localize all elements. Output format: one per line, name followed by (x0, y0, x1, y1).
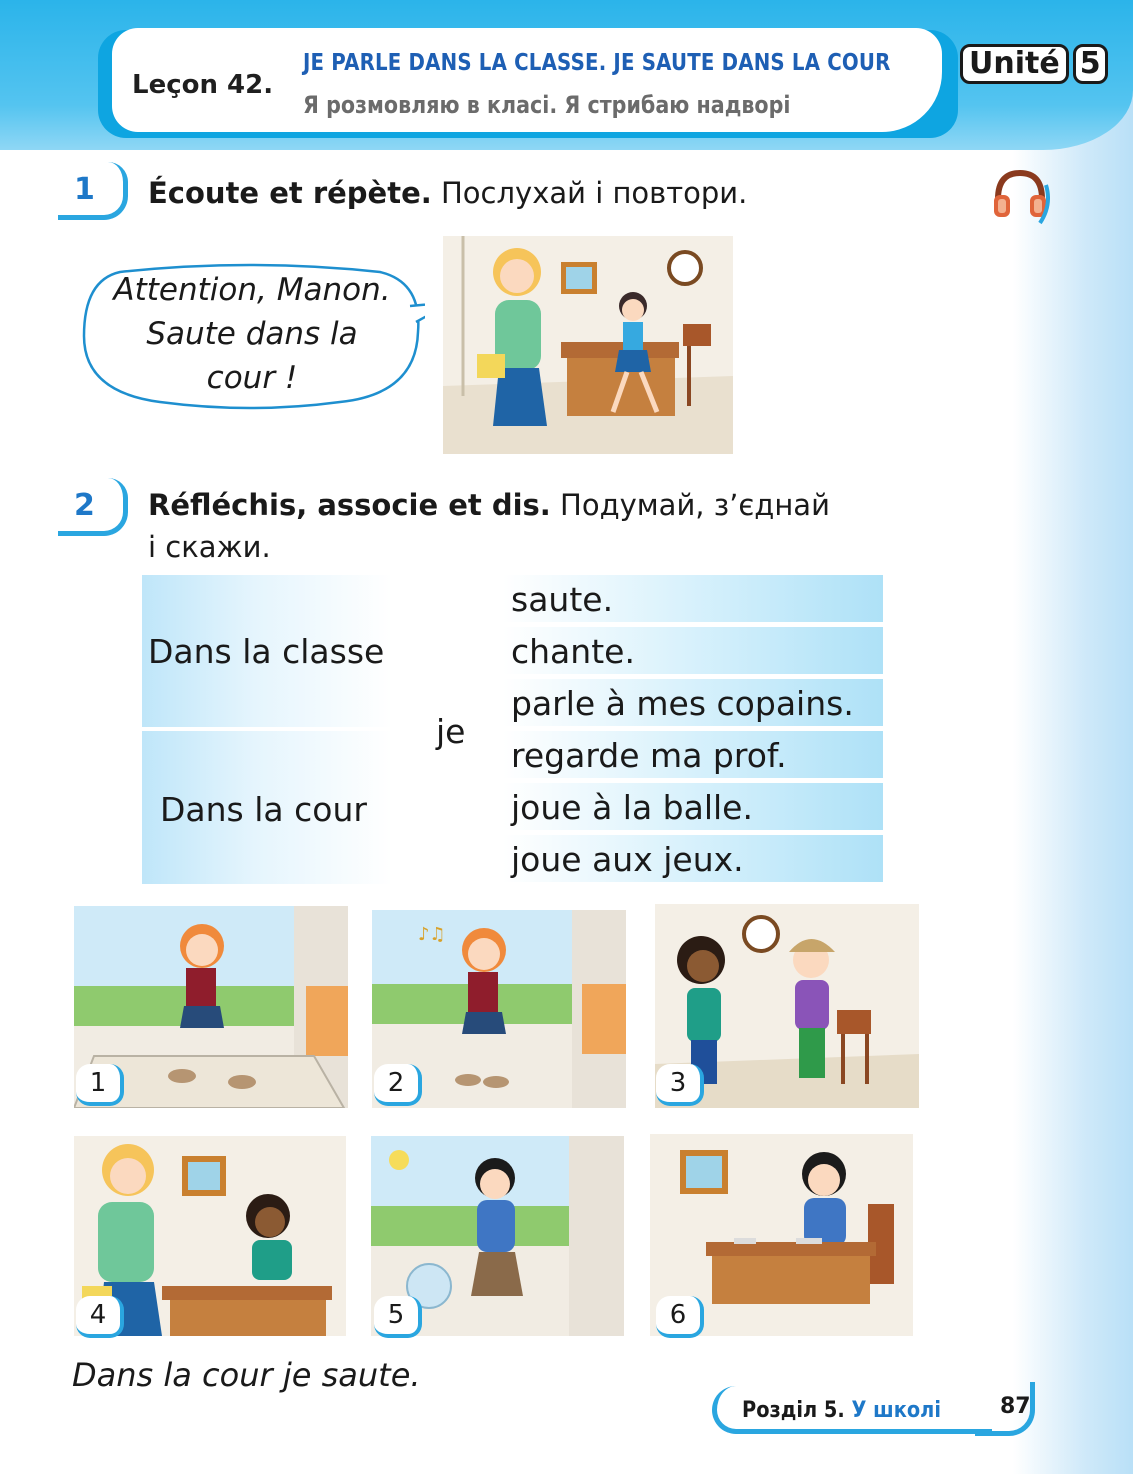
instruction-ua: Послухай і повтори. (441, 176, 748, 210)
picture-label: 1 (76, 1064, 124, 1106)
picture-label: 2 (374, 1064, 422, 1106)
exercise-2-instruction (148, 484, 890, 526)
ending-chante: chante. (511, 632, 635, 671)
bubble-line: cour ! (206, 360, 298, 396)
bubble-text (82, 268, 422, 400)
unit-number: 5 (1073, 44, 1108, 84)
footer-section (742, 1398, 941, 1423)
picture-label: 3 (656, 1064, 704, 1106)
instruction-ua: Подумай, з’єднай (560, 488, 830, 522)
page-number: 87 (1000, 1394, 1031, 1419)
picture-label: 5 (374, 1296, 422, 1338)
exercise-2-number: 2 (58, 478, 118, 538)
phrase-dans-la-classe: Dans la classe (148, 632, 385, 671)
picture-label: 4 (76, 1296, 124, 1338)
scene-teacher-girl (443, 236, 733, 454)
ending-joue-jeux: joue aux jeux. (511, 840, 744, 879)
example-sentence: Dans la cour je saute. (72, 1356, 421, 1394)
phrase-dans-la-cour: Dans la cour (160, 790, 367, 829)
svg-text:♪♫: ♪♫ (418, 924, 446, 945)
ending-regarde: regarde ma prof. (511, 736, 787, 775)
unit-word: Unité (960, 44, 1069, 84)
instruction-fr: Réfléchis, associe et dis. (148, 488, 551, 522)
lesson-number: Leçon 42. (132, 70, 274, 100)
bubble-line: Saute dans la (146, 316, 358, 352)
bubble-line: Attention, Manon. (113, 272, 391, 308)
unit-badge (960, 44, 1108, 84)
lesson-title-fr: JE PARLE DANS LA CLASSE. JE SAUTE DANS LA COUR (303, 50, 891, 76)
ending-saute: saute. (511, 580, 614, 619)
instruction-fr: Écoute et répète. (148, 176, 432, 210)
footer-section-label: Розділ 5. (742, 1398, 845, 1423)
lesson-title-ua: Я розмовляю в класі. Я стрибаю надворі (303, 91, 791, 119)
footer-section-title: У школі (851, 1398, 942, 1423)
ending-joue-balle: joue à la balle. (511, 788, 753, 827)
picture-label: 6 (656, 1296, 704, 1338)
exercise-1-instruction (148, 172, 747, 214)
ending-parle: parle à mes copains. (511, 684, 854, 723)
instruction-ua-line2: і скажи. (148, 530, 271, 564)
exercise-1-number: 1 (58, 162, 118, 222)
word-je: je (436, 712, 466, 751)
headphones-icon[interactable] (990, 165, 1050, 225)
